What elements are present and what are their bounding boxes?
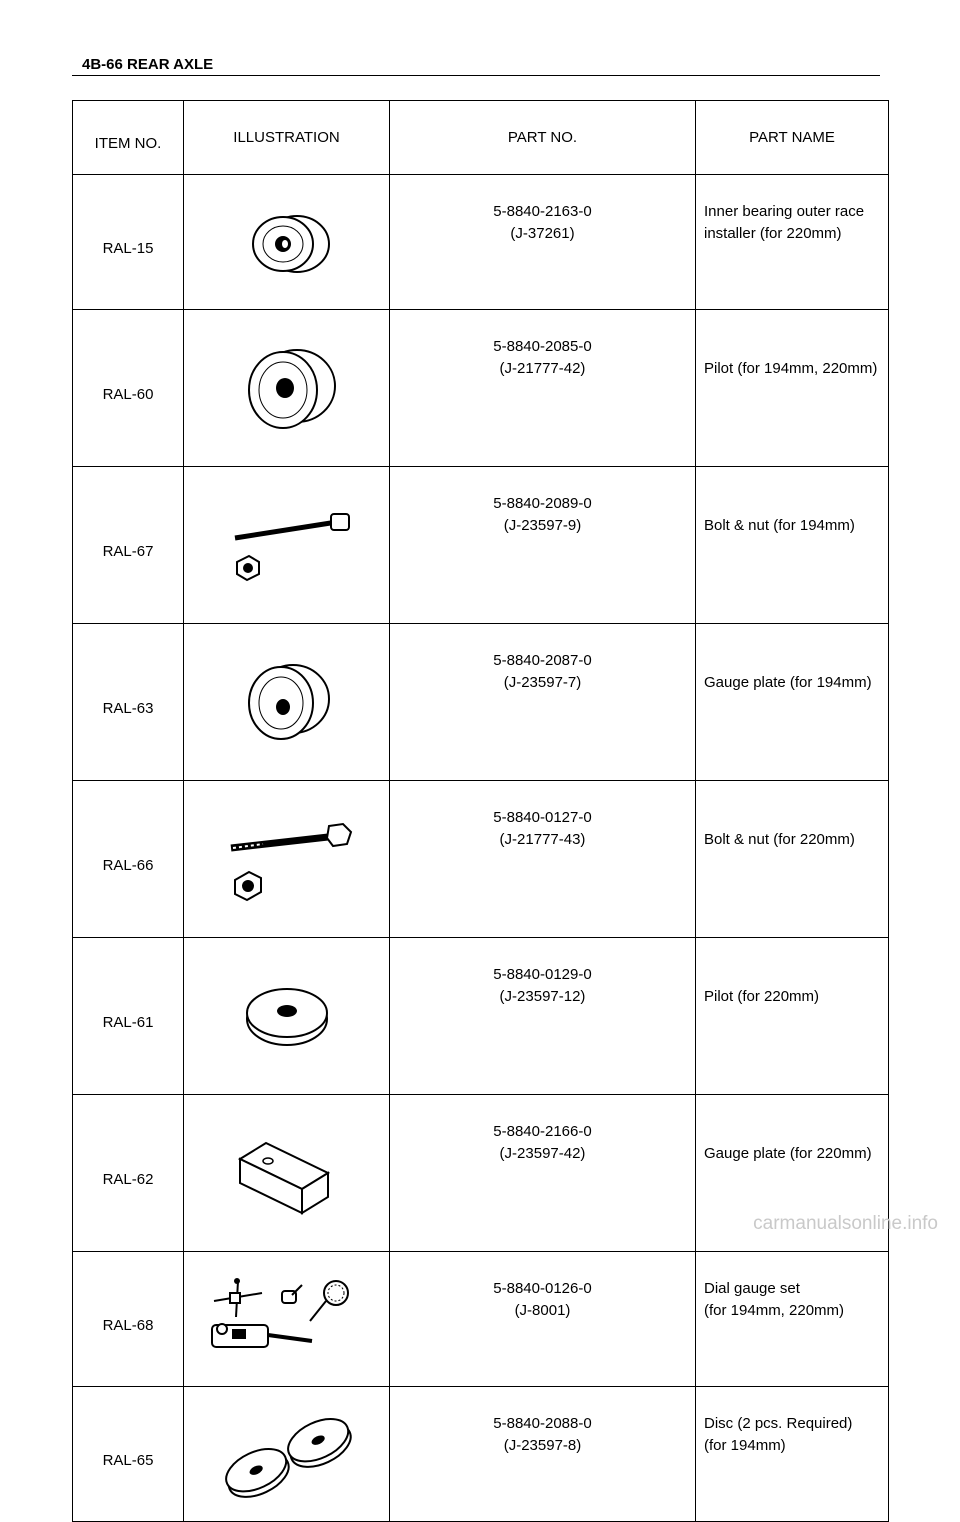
race-installer-icon [227, 202, 347, 282]
item-no: RAL-68 [73, 1252, 184, 1387]
table-row [73, 781, 889, 938]
illustration [184, 1387, 390, 1522]
special-tools-table [72, 100, 889, 1522]
illustration [184, 938, 390, 1095]
part-no [390, 938, 696, 1095]
part-alt-number: (J-8001) [514, 1302, 571, 1319]
part-number: 5-8840-2166-0 [493, 1123, 592, 1140]
part-alt-number: (J-23597-7) [503, 674, 582, 691]
gauge-block-icon [232, 1131, 342, 1215]
col-part-no: PART NO. [390, 101, 696, 175]
part-name-line2: Bolt & nut (for 220mm) [704, 831, 855, 848]
part-number: 5-8840-2085-0 [493, 338, 592, 355]
part-number: 5-8840-2087-0 [493, 652, 592, 669]
illustration [184, 310, 390, 467]
part-number: 5-8840-2088-0 [493, 1415, 592, 1432]
item-no: RAL-15 [73, 175, 184, 310]
item-no: RAL-61 [73, 938, 184, 1095]
table-row [73, 467, 889, 624]
part-no [390, 1252, 696, 1387]
item-no: RAL-65 [73, 1387, 184, 1522]
table-row [73, 1252, 889, 1387]
illustration [184, 781, 390, 938]
part-name-line1: Disc (2 pcs. Required) [704, 1415, 853, 1432]
gauge-plate-disc-icon [227, 657, 347, 747]
col-part-name: PART NAME [696, 101, 889, 175]
bolt-nut-icon [217, 814, 357, 904]
part-name [696, 175, 889, 310]
part-name-line2: (for 194mm) [704, 1437, 786, 1454]
part-name-line2: (for 194mm, 220mm) [704, 1302, 845, 1319]
part-alt-number: (J-37261) [510, 225, 575, 242]
part-number: 5-8840-0129-0 [493, 966, 592, 983]
part-name [696, 781, 889, 938]
part-alt-number: (J-21777-42) [499, 360, 586, 377]
item-no: RAL-66 [73, 781, 184, 938]
part-name-line1: Dial gauge set [704, 1280, 800, 1297]
part-name-line2: installer (for 220mm) [704, 225, 842, 242]
illustration [184, 175, 390, 310]
part-number: 5-8840-0126-0 [493, 1280, 592, 1297]
illustration [184, 624, 390, 781]
dial-gauge-icon [202, 1273, 372, 1365]
table-row [73, 175, 889, 310]
item-no: RAL-62 [73, 1095, 184, 1252]
header-rule [72, 75, 880, 76]
part-no [390, 781, 696, 938]
part-no [390, 1387, 696, 1522]
part-number: 5-8840-2089-0 [493, 495, 592, 512]
part-number: 5-8840-0127-0 [493, 809, 592, 826]
item-no: RAL-67 [73, 467, 184, 624]
part-alt-number: (J-21777-43) [499, 831, 586, 848]
part-name-line2: Pilot (for 194mm, 220mm) [704, 360, 878, 377]
part-alt-number: (J-23597-9) [503, 517, 582, 534]
pilot-icon [227, 340, 347, 436]
col-illustration: ILLUSTRATION [184, 101, 390, 175]
part-alt-number: (J-23597-12) [499, 988, 586, 1005]
pilot-ring-icon [237, 981, 337, 1051]
part-alt-number: (J-23597-42) [499, 1145, 586, 1162]
part-no [390, 624, 696, 781]
part-name-line2: Pilot (for 220mm) [704, 988, 820, 1005]
part-name [696, 1387, 889, 1522]
part-name-line2: Bolt & nut (for 194mm) [704, 517, 855, 534]
table-row [73, 938, 889, 1095]
item-no: RAL-60 [73, 310, 184, 467]
table-header-row [73, 101, 889, 175]
illustration [184, 1095, 390, 1252]
illustration [184, 467, 390, 624]
table-row [73, 624, 889, 781]
part-name-line2: Gauge plate (for 220mm) [704, 1145, 872, 1162]
part-no [390, 467, 696, 624]
part-no [390, 310, 696, 467]
part-name [696, 938, 889, 1095]
disc-pair-icon [217, 1408, 357, 1500]
part-name [696, 467, 889, 624]
part-no [390, 1095, 696, 1252]
part-name-line1: Inner bearing outer race [704, 203, 865, 220]
part-no [390, 175, 696, 310]
part-alt-number: (J-23597-8) [503, 1437, 582, 1454]
part-name [696, 310, 889, 467]
part-number: 5-8840-2163-0 [493, 203, 592, 220]
table-row [73, 1387, 889, 1522]
item-no: RAL-63 [73, 624, 184, 781]
col-item-no: ITEM NO. [73, 101, 184, 175]
part-name-line2: Gauge plate (for 194mm) [704, 674, 872, 691]
table-row [73, 310, 889, 467]
illustration [184, 1252, 390, 1387]
part-name [696, 624, 889, 781]
part-name [696, 1252, 889, 1387]
watermark: carmanualsonline.info [753, 1213, 938, 1234]
bolt-nut-icon [217, 500, 357, 590]
page-header: 4B-66 REAR AXLE [82, 56, 214, 73]
